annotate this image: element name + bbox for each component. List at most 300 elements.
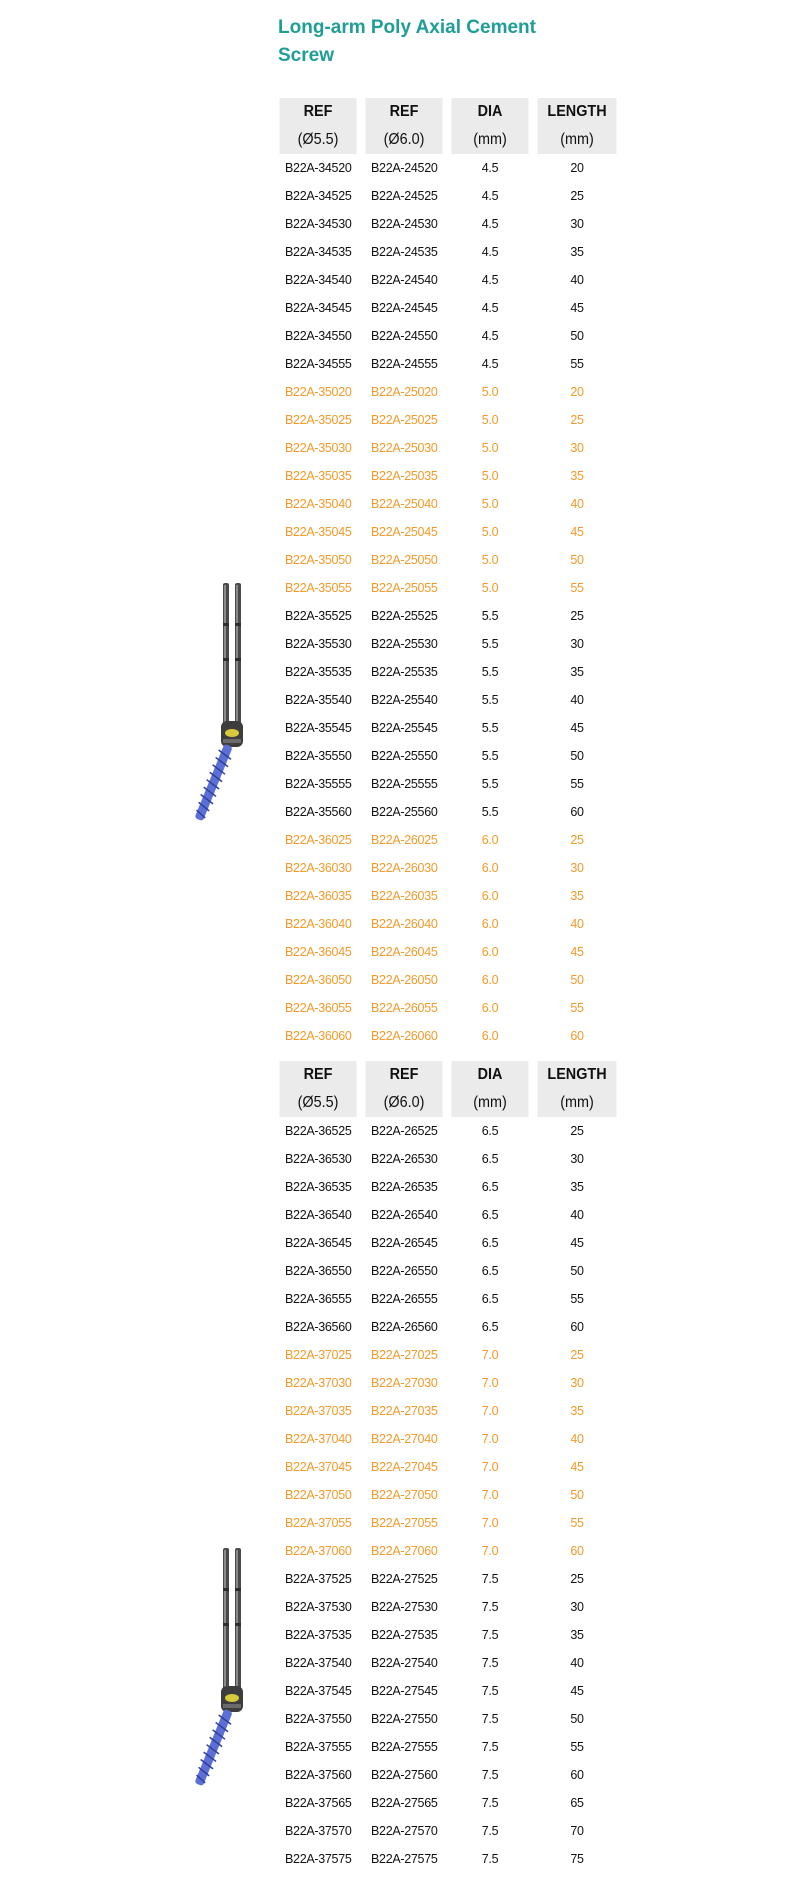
cell-dia: 5.5 xyxy=(481,749,499,763)
cell-ref-60: B22A-26050 xyxy=(371,973,438,987)
cell-ref-60: B22A-26540 xyxy=(371,1208,438,1222)
cell-ref-55: B22A-35025 xyxy=(285,413,352,427)
cell-dia: 7.0 xyxy=(481,1488,499,1502)
cell-ref-60: B22A-27525 xyxy=(371,1572,438,1586)
cell-ref-60: B22A-24520 xyxy=(371,161,438,175)
table-row xyxy=(275,378,621,406)
cell-length: 40 xyxy=(570,273,584,287)
table-row xyxy=(275,294,621,322)
cell-length: 30 xyxy=(570,1600,584,1614)
cell-length: 35 xyxy=(570,889,584,903)
cell-ref-60: B22A-27050 xyxy=(371,1488,438,1502)
table-row xyxy=(275,1733,621,1761)
table-row xyxy=(275,1677,621,1705)
cell-ref-55: B22A-36530 xyxy=(285,1152,352,1166)
header-ref-60: REF xyxy=(365,1061,442,1089)
cell-ref-55: B22A-37530 xyxy=(285,1600,352,1614)
cell-dia: 7.5 xyxy=(481,1600,499,1614)
table-row xyxy=(275,490,621,518)
cell-ref-55: B22A-37025 xyxy=(285,1348,352,1362)
cell-ref-55: B22A-36525 xyxy=(285,1124,352,1138)
cell-ref-55: B22A-34520 xyxy=(285,161,352,175)
cell-ref-60: B22A-24540 xyxy=(371,273,438,287)
cell-dia: 7.5 xyxy=(481,1796,499,1810)
table-row xyxy=(275,1425,621,1453)
cell-ref-55: B22A-36540 xyxy=(285,1208,352,1222)
table-row xyxy=(275,1817,621,1845)
header-dia: DIA xyxy=(451,1061,528,1089)
cell-dia: 4.5 xyxy=(481,245,499,259)
cell-length: 50 xyxy=(570,1712,584,1726)
cell-ref-60: B22A-27035 xyxy=(371,1404,438,1418)
cell-dia: 5.0 xyxy=(481,441,499,455)
table-row xyxy=(275,826,621,854)
table-row xyxy=(275,1565,621,1593)
cell-length: 55 xyxy=(570,581,584,595)
cell-ref-55: B22A-37050 xyxy=(285,1488,352,1502)
cell-ref-55: B22A-34540 xyxy=(285,273,352,287)
cell-dia: 5.5 xyxy=(481,609,499,623)
cell-dia: 6.0 xyxy=(481,1001,499,1015)
cell-length: 45 xyxy=(570,721,584,735)
cell-length: 25 xyxy=(570,833,584,847)
table-row xyxy=(275,434,621,462)
screw-tulip-arms xyxy=(223,1548,241,1698)
cell-ref-55: B22A-34530 xyxy=(285,217,352,231)
cell-length: 30 xyxy=(570,1152,584,1166)
cell-ref-60: B22A-26555 xyxy=(371,1292,438,1306)
cell-ref-55: B22A-36040 xyxy=(285,917,352,931)
table-row xyxy=(275,518,621,546)
cell-ref-55: B22A-37545 xyxy=(285,1684,352,1698)
cell-length: 25 xyxy=(570,1572,584,1586)
cell-length: 35 xyxy=(570,1404,584,1418)
cell-ref-60: B22A-24525 xyxy=(371,189,438,203)
cell-ref-60: B22A-26035 xyxy=(371,889,438,903)
cell-ref-60: B22A-25045 xyxy=(371,525,438,539)
cell-length: 20 xyxy=(570,385,584,399)
cell-ref-55: B22A-37540 xyxy=(285,1656,352,1670)
cell-ref-60: B22A-27535 xyxy=(371,1628,438,1642)
cell-length: 55 xyxy=(570,1292,584,1306)
table-row xyxy=(275,1313,621,1341)
cell-length: 40 xyxy=(570,917,584,931)
cell-dia: 4.5 xyxy=(481,217,499,231)
cell-ref-60: B22A-27545 xyxy=(371,1684,438,1698)
cell-ref-55: B22A-35560 xyxy=(285,805,352,819)
table-row xyxy=(275,1761,621,1789)
table-row xyxy=(275,1705,621,1733)
cell-length: 30 xyxy=(570,441,584,455)
cell-ref-55: B22A-34545 xyxy=(285,301,352,315)
table-row xyxy=(275,546,621,574)
table-row xyxy=(275,1593,621,1621)
cell-ref-55: B22A-37555 xyxy=(285,1740,352,1754)
table-row xyxy=(275,238,621,266)
cell-dia: 7.0 xyxy=(481,1376,499,1390)
header-length: LENGTH xyxy=(537,98,616,126)
cell-length: 55 xyxy=(570,1516,584,1530)
cell-length: 50 xyxy=(570,749,584,763)
cell-length: 35 xyxy=(570,1628,584,1642)
table-header xyxy=(275,98,621,154)
cell-length: 50 xyxy=(570,1264,584,1278)
cell-ref-60: B22A-26060 xyxy=(371,1029,438,1043)
cell-ref-60: B22A-24535 xyxy=(371,245,438,259)
cell-dia: 6.5 xyxy=(481,1320,499,1334)
screw-head xyxy=(221,1686,243,1712)
cell-length: 40 xyxy=(570,1208,584,1222)
spec-table-1 xyxy=(275,98,621,1050)
cell-length: 60 xyxy=(570,805,584,819)
cell-dia: 6.5 xyxy=(481,1152,499,1166)
cell-ref-60: B22A-27540 xyxy=(371,1656,438,1670)
cell-dia: 6.5 xyxy=(481,1292,499,1306)
cell-length: 40 xyxy=(570,693,584,707)
cell-length: 35 xyxy=(570,1180,584,1194)
cell-ref-60: B22A-25550 xyxy=(371,749,438,763)
cell-dia: 4.5 xyxy=(481,357,499,371)
cell-length: 55 xyxy=(570,777,584,791)
table-row xyxy=(275,574,621,602)
cell-dia: 6.0 xyxy=(481,973,499,987)
cell-ref-60: B22A-27060 xyxy=(371,1544,438,1558)
cell-ref-55: B22A-35550 xyxy=(285,749,352,763)
cell-length: 45 xyxy=(570,1236,584,1250)
cell-dia: 7.0 xyxy=(481,1404,499,1418)
cell-ref-60: B22A-25555 xyxy=(371,777,438,791)
cell-ref-55: B22A-37575 xyxy=(285,1852,352,1866)
cell-dia: 7.5 xyxy=(481,1684,499,1698)
cell-length: 50 xyxy=(570,553,584,567)
table-row xyxy=(275,742,621,770)
cell-ref-60: B22A-27560 xyxy=(371,1768,438,1782)
cell-length: 30 xyxy=(570,637,584,651)
cell-length: 60 xyxy=(570,1029,584,1043)
cell-dia: 5.0 xyxy=(481,385,499,399)
cell-ref-55: B22A-35055 xyxy=(285,581,352,595)
cell-ref-60: B22A-27565 xyxy=(371,1796,438,1810)
cell-ref-55: B22A-36030 xyxy=(285,861,352,875)
cell-length: 65 xyxy=(570,1796,584,1810)
table-row xyxy=(275,350,621,378)
cell-ref-55: B22A-35545 xyxy=(285,721,352,735)
cell-ref-60: B22A-26560 xyxy=(371,1320,438,1334)
cell-dia: 5.0 xyxy=(481,413,499,427)
cell-length: 50 xyxy=(570,329,584,343)
cell-ref-55: B22A-36555 xyxy=(285,1292,352,1306)
cell-ref-55: B22A-36550 xyxy=(285,1264,352,1278)
table-row xyxy=(275,798,621,826)
cell-length: 45 xyxy=(570,1460,584,1474)
cell-ref-60: B22A-25025 xyxy=(371,413,438,427)
cell-ref-60: B22A-26550 xyxy=(371,1264,438,1278)
cell-ref-55: B22A-37055 xyxy=(285,1516,352,1530)
cell-ref-55: B22A-36060 xyxy=(285,1029,352,1043)
table-row xyxy=(275,1481,621,1509)
spec-table-2 xyxy=(275,1061,621,1873)
cell-ref-60: B22A-27045 xyxy=(371,1460,438,1474)
cell-length: 35 xyxy=(570,469,584,483)
cell-ref-60: B22A-27530 xyxy=(371,1600,438,1614)
screw-thread xyxy=(192,743,236,823)
table-row xyxy=(275,770,621,798)
cell-ref-55: B22A-36045 xyxy=(285,945,352,959)
cell-dia: 5.5 xyxy=(481,637,499,651)
header-ref-60-unit: (Ø6.0) xyxy=(365,1089,442,1117)
cell-length: 30 xyxy=(570,1376,584,1390)
table-row xyxy=(275,630,621,658)
header-dia: DIA xyxy=(451,98,528,126)
table-row xyxy=(275,1537,621,1565)
cell-length: 40 xyxy=(570,497,584,511)
cell-length: 45 xyxy=(570,945,584,959)
cell-ref-55: B22A-37565 xyxy=(285,1796,352,1810)
cell-dia: 5.0 xyxy=(481,581,499,595)
cell-length: 60 xyxy=(570,1544,584,1558)
cell-ref-60: B22A-25540 xyxy=(371,693,438,707)
table-body xyxy=(275,1117,621,1873)
header-ref-55-unit: (Ø5.5) xyxy=(279,1089,356,1117)
header-ref-60-unit: (Ø6.0) xyxy=(365,126,442,154)
header-ref-55: REF xyxy=(279,98,356,126)
cell-ref-60: B22A-26030 xyxy=(371,861,438,875)
cell-dia: 7.0 xyxy=(481,1460,499,1474)
cell-dia: 7.5 xyxy=(481,1740,499,1754)
cell-dia: 6.0 xyxy=(481,945,499,959)
cell-dia: 6.5 xyxy=(481,1264,499,1278)
cell-ref-55: B22A-36560 xyxy=(285,1320,352,1334)
cell-ref-55: B22A-37570 xyxy=(285,1824,352,1838)
cell-ref-60: B22A-25050 xyxy=(371,553,438,567)
cell-length: 55 xyxy=(570,1740,584,1754)
cell-ref-60: B22A-27570 xyxy=(371,1824,438,1838)
cell-ref-55: B22A-36025 xyxy=(285,833,352,847)
table-row xyxy=(275,1173,621,1201)
cell-dia: 6.5 xyxy=(481,1124,499,1138)
cell-ref-55: B22A-34555 xyxy=(285,357,352,371)
cell-ref-55: B22A-35040 xyxy=(285,497,352,511)
cell-ref-60: B22A-25545 xyxy=(371,721,438,735)
cell-length: 50 xyxy=(570,1488,584,1502)
cell-dia: 5.5 xyxy=(481,777,499,791)
cell-ref-60: B22A-25040 xyxy=(371,497,438,511)
cell-length: 40 xyxy=(570,1432,584,1446)
cell-ref-60: B22A-27025 xyxy=(371,1348,438,1362)
cell-dia: 4.5 xyxy=(481,301,499,315)
cell-dia: 6.5 xyxy=(481,1208,499,1222)
cell-ref-55: B22A-36055 xyxy=(285,1001,352,1015)
cell-dia: 4.5 xyxy=(481,273,499,287)
cell-ref-60: B22A-25020 xyxy=(371,385,438,399)
cell-length: 25 xyxy=(570,413,584,427)
table-row xyxy=(275,210,621,238)
cell-ref-55: B22A-36545 xyxy=(285,1236,352,1250)
cell-length: 60 xyxy=(570,1768,584,1782)
cell-ref-60: B22A-27055 xyxy=(371,1516,438,1530)
cell-ref-60: B22A-24530 xyxy=(371,217,438,231)
cell-dia: 7.5 xyxy=(481,1768,499,1782)
cell-length: 60 xyxy=(570,1320,584,1334)
cell-ref-60: B22A-25055 xyxy=(371,581,438,595)
cell-dia: 4.5 xyxy=(481,161,499,175)
cell-ref-60: B22A-25030 xyxy=(371,441,438,455)
cell-length: 70 xyxy=(570,1824,584,1838)
table-row xyxy=(275,1621,621,1649)
table-row xyxy=(275,1453,621,1481)
table-row xyxy=(275,1257,621,1285)
header-dia-unit: (mm) xyxy=(451,1089,528,1117)
cell-length: 25 xyxy=(570,1124,584,1138)
cell-length: 30 xyxy=(570,217,584,231)
table-row xyxy=(275,266,621,294)
table-row xyxy=(275,1145,621,1173)
cell-dia: 5.0 xyxy=(481,469,499,483)
cell-ref-55: B22A-34535 xyxy=(285,245,352,259)
cell-length: 75 xyxy=(570,1852,584,1866)
cell-ref-60: B22A-26025 xyxy=(371,833,438,847)
cell-ref-60: B22A-27040 xyxy=(371,1432,438,1446)
cell-ref-60: B22A-24550 xyxy=(371,329,438,343)
cell-length: 30 xyxy=(570,861,584,875)
cell-ref-55: B22A-35020 xyxy=(285,385,352,399)
table-body xyxy=(275,154,621,1050)
cell-dia: 7.0 xyxy=(481,1348,499,1362)
table-row xyxy=(275,1341,621,1369)
cell-ref-55: B22A-34525 xyxy=(285,189,352,203)
cell-length: 35 xyxy=(570,245,584,259)
cell-ref-55: B22A-37060 xyxy=(285,1544,352,1558)
cell-dia: 6.5 xyxy=(481,1236,499,1250)
screw-image xyxy=(185,1548,255,1798)
cell-dia: 6.0 xyxy=(481,917,499,931)
cell-dia: 5.5 xyxy=(481,693,499,707)
cell-dia: 5.0 xyxy=(481,553,499,567)
cell-ref-60: B22A-26040 xyxy=(371,917,438,931)
cell-dia: 5.5 xyxy=(481,721,499,735)
header-length-unit: (mm) xyxy=(537,1089,616,1117)
cell-dia: 6.0 xyxy=(481,861,499,875)
cell-ref-55: B22A-35030 xyxy=(285,441,352,455)
cell-dia: 7.5 xyxy=(481,1712,499,1726)
table-row xyxy=(275,938,621,966)
cell-dia: 7.5 xyxy=(481,1824,499,1838)
table-row xyxy=(275,1649,621,1677)
page-title: Long-arm Poly Axial Cement Screw xyxy=(278,17,536,66)
screw-head xyxy=(221,721,243,747)
header-dia-unit: (mm) xyxy=(451,126,528,154)
cell-ref-60: B22A-26535 xyxy=(371,1180,438,1194)
cell-ref-55: B22A-36535 xyxy=(285,1180,352,1194)
table-row xyxy=(275,1229,621,1257)
table-row xyxy=(275,994,621,1022)
cell-dia: 7.0 xyxy=(481,1516,499,1530)
cell-ref-55: B22A-35045 xyxy=(285,525,352,539)
cell-ref-60: B22A-27550 xyxy=(371,1712,438,1726)
cell-length: 20 xyxy=(570,161,584,175)
cell-length: 55 xyxy=(570,1001,584,1015)
header-length-unit: (mm) xyxy=(537,126,616,154)
header-length: LENGTH xyxy=(537,1061,616,1089)
cell-ref-60: B22A-27575 xyxy=(371,1852,438,1866)
cell-dia: 7.0 xyxy=(481,1544,499,1558)
table-row xyxy=(275,1369,621,1397)
cell-ref-55: B22A-37535 xyxy=(285,1628,352,1642)
header-ref-55-unit: (Ø5.5) xyxy=(279,126,356,154)
cell-length: 35 xyxy=(570,665,584,679)
cell-ref-55: B22A-35525 xyxy=(285,609,352,623)
table-row xyxy=(275,1285,621,1313)
table-row xyxy=(275,322,621,350)
cell-dia: 6.5 xyxy=(481,1180,499,1194)
cell-dia: 5.0 xyxy=(481,525,499,539)
cell-ref-55: B22A-37035 xyxy=(285,1404,352,1418)
cell-dia: 5.5 xyxy=(481,805,499,819)
cell-length: 45 xyxy=(570,301,584,315)
cell-ref-60: B22A-25535 xyxy=(371,665,438,679)
cell-ref-60: B22A-26045 xyxy=(371,945,438,959)
cell-dia: 5.5 xyxy=(481,665,499,679)
table-row xyxy=(275,658,621,686)
cell-dia: 4.5 xyxy=(481,189,499,203)
cell-ref-55: B22A-35555 xyxy=(285,777,352,791)
table-row xyxy=(275,910,621,938)
header-ref-60: REF xyxy=(365,98,442,126)
table-row xyxy=(275,1789,621,1817)
table-row xyxy=(275,602,621,630)
cell-ref-60: B22A-27030 xyxy=(371,1376,438,1390)
cell-length: 40 xyxy=(570,1656,584,1670)
cell-ref-60: B22A-26530 xyxy=(371,1152,438,1166)
table-row xyxy=(275,1845,621,1873)
cell-length: 25 xyxy=(570,189,584,203)
cell-dia: 5.0 xyxy=(481,497,499,511)
cell-ref-55: B22A-35540 xyxy=(285,693,352,707)
screw-image xyxy=(185,583,255,833)
table-row xyxy=(275,854,621,882)
cell-dia: 4.5 xyxy=(481,329,499,343)
cell-length: 45 xyxy=(570,1684,584,1698)
cell-ref-55: B22A-36035 xyxy=(285,889,352,903)
table-row xyxy=(275,882,621,910)
cell-length: 50 xyxy=(570,973,584,987)
cell-ref-55: B22A-37030 xyxy=(285,1376,352,1390)
cell-ref-60: B22A-26525 xyxy=(371,1124,438,1138)
cell-ref-60: B22A-25530 xyxy=(371,637,438,651)
table-row xyxy=(275,1201,621,1229)
screw-thread xyxy=(192,1708,236,1788)
cell-dia: 7.5 xyxy=(481,1628,499,1642)
cell-dia: 6.0 xyxy=(481,889,499,903)
cell-ref-60: B22A-25560 xyxy=(371,805,438,819)
header-ref-55: REF xyxy=(279,1061,356,1089)
table-row xyxy=(275,1397,621,1425)
cell-length: 25 xyxy=(570,609,584,623)
cell-length: 55 xyxy=(570,357,584,371)
table-header xyxy=(275,1061,621,1117)
cell-ref-55: B22A-35035 xyxy=(285,469,352,483)
cell-dia: 6.0 xyxy=(481,833,499,847)
cell-dia: 7.5 xyxy=(481,1852,499,1866)
table-row xyxy=(275,1022,621,1050)
cell-ref-60: B22A-25035 xyxy=(371,469,438,483)
cell-dia: 7.0 xyxy=(481,1432,499,1446)
cell-dia: 6.0 xyxy=(481,1029,499,1043)
cell-ref-55: B22A-37550 xyxy=(285,1712,352,1726)
cell-ref-55: B22A-37525 xyxy=(285,1572,352,1586)
table-row xyxy=(275,462,621,490)
table-row xyxy=(275,966,621,994)
